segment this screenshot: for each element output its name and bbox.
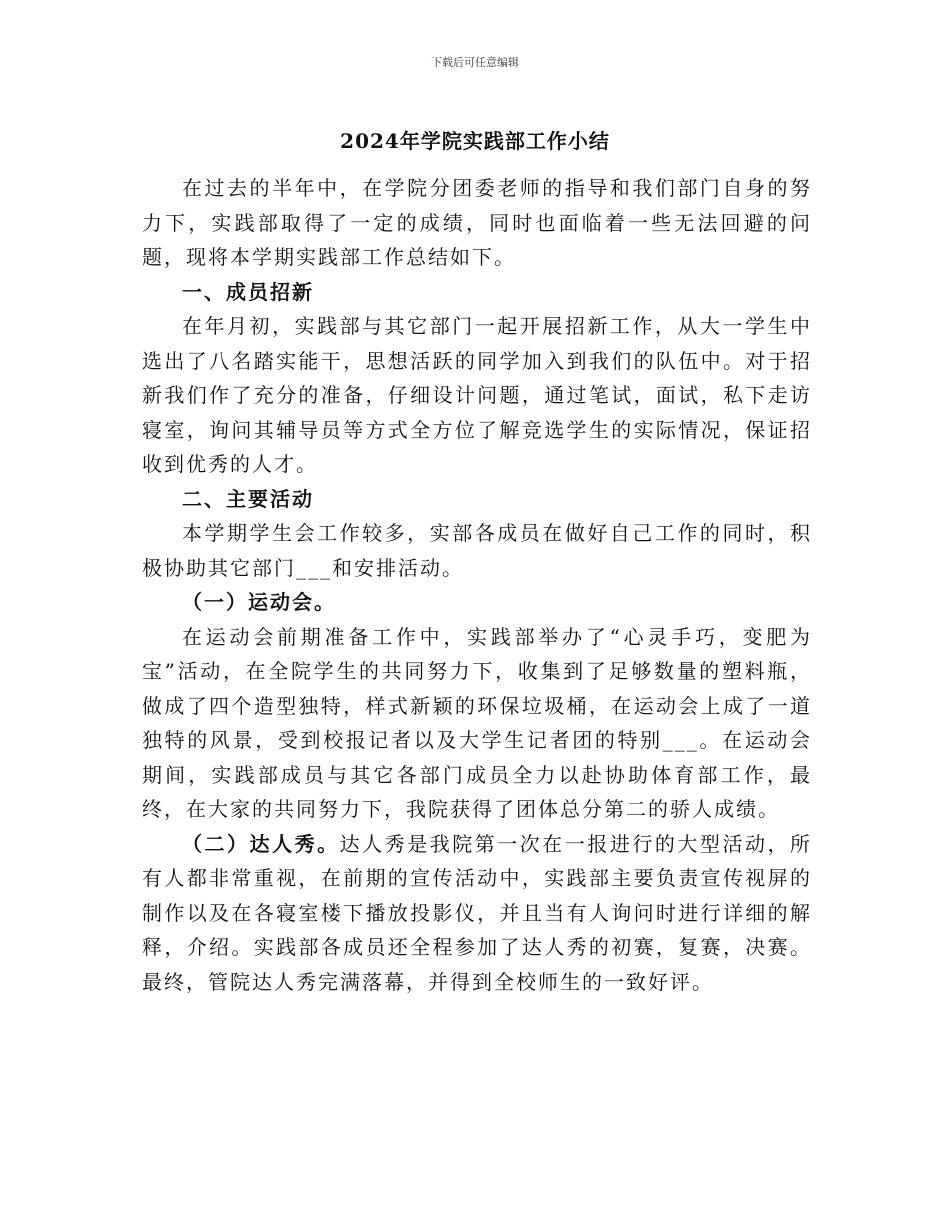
talent-show-text: 达人秀是我院第一次在一报进行的大型活动，所有人都非常重视，在前期的宣传活动中，实践部主要负责宣传视屏的制作以及在各寝室楼下播放投影仪，并且当有人询问时进行详细的解释，介绍。实践部各成员还全程参加了达人秀的初赛，复赛，决赛。最终，管院达人秀完满落幕，并得到全校师生的一致好评。: [142, 831, 813, 994]
intro-paragraph: 在过去的半年中，在学院分团委老师的指导和我们部门自身的努力下，实践部取得了一定的成绩，同时也面临着一些无法回避的问题，现将本学期实践部工作总结如下。: [142, 176, 812, 269]
section-heading-recruitment: 一、成员招新: [182, 279, 314, 304]
activities-paragraph: 本学期学生会工作较多，实部各成员在做好自己工作的同时，积极协助其它部门___和安排活动。: [142, 521, 812, 580]
recruitment-paragraph: 在年月初，实践部与其它部门一起开展招新工作，从大一学生中选出了八名踏实能干，思想活跃的同学加入到我们的队伍中。对于招新我们作了充分的准备，仔细设计问题，通过笔试，面试，私下走访寝室，询问其辅导员等方式全方位了解竞选学生的实际情况，保证招收到优秀的人才。: [142, 314, 812, 476]
talent-show-paragraph: [142, 827, 812, 1000]
subsection-heading-talent-show: （二）达人秀。: [182, 831, 340, 856]
subsection-heading-sports-meet: （一）运动会。: [182, 590, 336, 614]
section-heading-activities: 二、主要活动: [182, 486, 314, 511]
page-header-note: 下载后可任意编辑: [431, 56, 519, 69]
document-body: [142, 171, 812, 999]
document-title: 2024年学院实践部工作小结: [340, 129, 610, 153]
sports-meet-paragraph: 在运动会前期准备工作中，实践部举办了“心灵手巧，变肥为宝”活动，在全院学生的共同努力下，收集到了足够数量的塑料瓶，做成了四个造型独特，样式新颖的环保垃圾桶，在运动会上成了一道独特的风景，受到校报记者以及大学生记者团的特别___。在运动会期间，实践部成员与其它各部门成员全力以赴协助体育部工作，最终，在大家的共同努力下，我院获得了团体总分第二的骄人成绩。: [142, 624, 812, 821]
